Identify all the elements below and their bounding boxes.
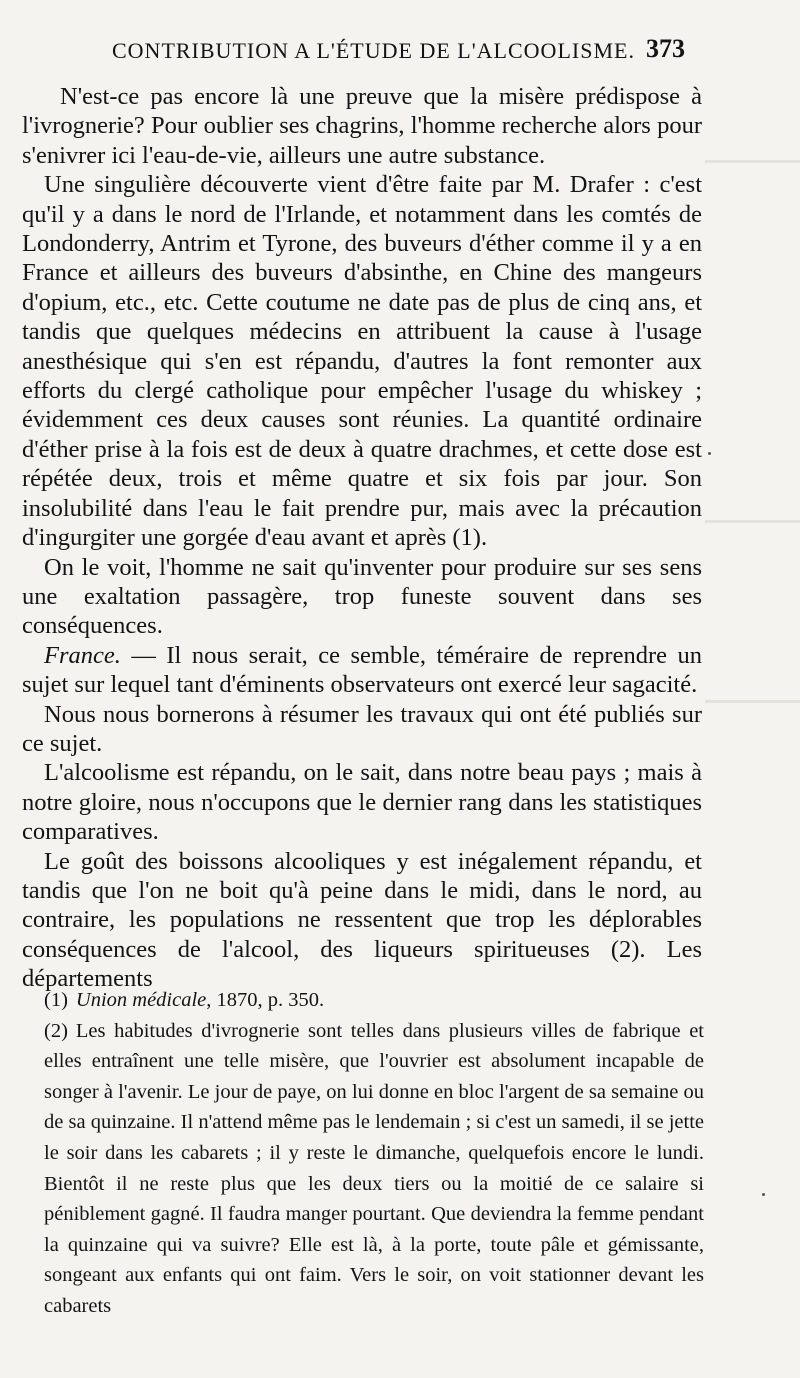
paragraph <box>22 641 702 700</box>
ink-speck <box>708 452 711 455</box>
footnote-text: Les habitudes d'ivrognerie sont telles dans plusieurs villes de fabrique et elles entraînent une telle misère, que l'ouvrier est absolument incapable de songer à l'avenir. Le jour de paye, on lui donne en bloc l'argent de sa semaine ou de sa quinzaine. Il n'attend même pas le lendemain ; si c'est un samedi, il se jette le soir dans les cabarets ; il y reste le dimanche, quelquefois encore le lundi. Bientôt il ne reste plus que les deux tiers ou la moitié de ce salaire si péniblement gagné. Il faudra manger pourtant. Que deviendra la femme pendant la quinzaine qui va suivre? Elle est là, à la porte, toute pâle et gémissante, songeant aux enfants qui ont faim. Vers le soir, on voit stationner devant les cabarets <box>44 1019 704 1317</box>
paragraph: On le voit, l'homme ne sait qu'inventer pour produire sur ses sens une exaltation passagère, trop funeste souvent dans ses conséquences. <box>22 553 702 640</box>
page-number: 373 <box>646 34 685 63</box>
footnote-source: Union médicale <box>75 989 207 1011</box>
section-lead: France. <box>44 641 121 669</box>
footnote-1 <box>44 985 704 1016</box>
footnotes <box>44 985 704 1322</box>
footnote-2 <box>44 1016 704 1322</box>
show-through-mark <box>705 160 800 163</box>
page-header <box>0 34 800 78</box>
show-through-mark <box>705 700 800 703</box>
ink-speck <box>762 1193 765 1196</box>
paragraph: Une singulière découverte vient d'être faite par M. Drafer : c'est qu'il y a dans le nord de l'Irlande, et notamment dans les comtés de Londonderry, Antrim et Tyrone, des buveurs d'éther comme il y a en France et ailleurs des buveurs d'absinthe, en Chine des mangeurs d'opium, etc., etc. Cette coutume ne date pas de plus de cinq ans, et tandis que quelques médecins en attribuent la cause à l'usage anesthésique qui s'en est répandu, d'autres la font remonter aux efforts du clergé catholique pour empêcher l'usage du whiskey ; évidemment ces deux causes sont réunies. La quantité ordinaire d'éther prise à la fois est de deux à quatre drachmes, et cette dose est répétée deux, trois et même quatre et six fois par jour. Son insolubilité dans l'eau le fait prendre pur, mais avec la précaution d'ingurgiter une gorgée d'eau avant et après (1). <box>22 171 702 552</box>
footnote-number: (2) <box>44 1019 68 1042</box>
footnote-number: (1) <box>44 989 68 1011</box>
running-head: CONTRIBUTION A L'ÉTUDE DE L'ALCOOLISME. <box>112 38 635 63</box>
paragraph: N'est-ce pas encore là une preuve que la misère prédispose à l'ivrognerie? Pour oublier ses chagrins, l'homme recherche alors pour s'enivrer ici l'eau-de-vie, ailleurs une autre substance. <box>22 83 702 169</box>
paragraph: Le goût des boissons alcooliques y est inégalement répandu, et tandis que l'on ne boit qu'à peine dans le midi, dans le nord, au contraire, les populations ne ressentent que trop les déplorables conséquences de l'alcool, des liqueurs spiritueuses (2). Les départements <box>22 847 702 993</box>
main-text <box>22 82 702 994</box>
paragraph: L'alcoolisme est répandu, on le sait, dans notre beau pays ; mais à notre gloire, nous n'occupons que le dernier rang dans les statistiques comparatives. <box>22 759 702 846</box>
paragraph: Nous nous bornerons à résumer les travaux qui ont été publiés sur ce sujet. <box>22 700 702 757</box>
footnote-text: , 1870, p. 350. <box>206 989 325 1011</box>
show-through-mark <box>705 520 800 523</box>
paragraph-text: — Il nous serait, ce semble, téméraire de reprendre un sujet sur lequel tant d'éminents observateurs ont exercé leur sagacité. <box>22 641 702 699</box>
